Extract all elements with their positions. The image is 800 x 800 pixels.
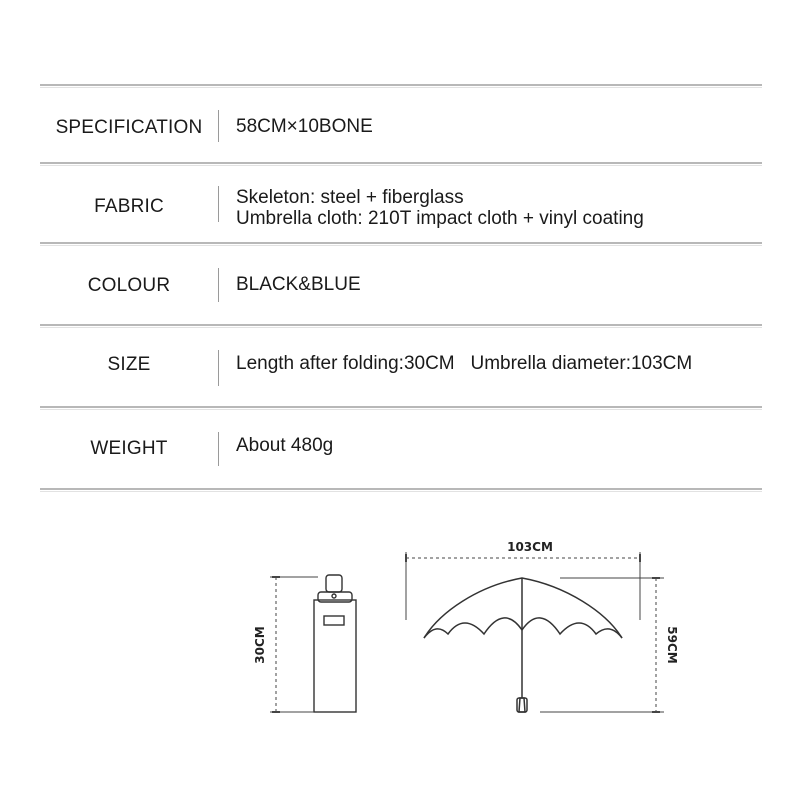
diameter-dimension [406, 552, 640, 620]
folded-length-label: 30CM [253, 626, 267, 664]
spec-value: Umbrella cloth: 210T impact cloth + vinyl coating [236, 208, 644, 229]
spec-value: Skeleton: steel + fiberglass [236, 187, 464, 208]
spec-value: About 480g [236, 435, 334, 456]
diameter-label: 103CM [507, 540, 553, 554]
height-dimension [540, 578, 664, 712]
spec-value: BLACK&BLUE [236, 274, 361, 295]
height-label: 59CM [665, 626, 679, 664]
spec-label: WEIGHT [90, 438, 168, 459]
spec-label: SPECIFICATION [55, 117, 203, 138]
spec-value: 58CM×10BONE [236, 116, 373, 137]
folded-umbrella-illustration [314, 575, 356, 712]
spec-value: Length after folding:30CM Umbrella diameter:103CM [236, 353, 693, 374]
spec-label: COLOUR [87, 275, 171, 296]
folded-length-dimension [270, 577, 318, 712]
spec-label: SIZE [107, 354, 151, 375]
open-umbrella-illustration [424, 578, 622, 712]
spec-label: FABRIC [94, 196, 164, 217]
